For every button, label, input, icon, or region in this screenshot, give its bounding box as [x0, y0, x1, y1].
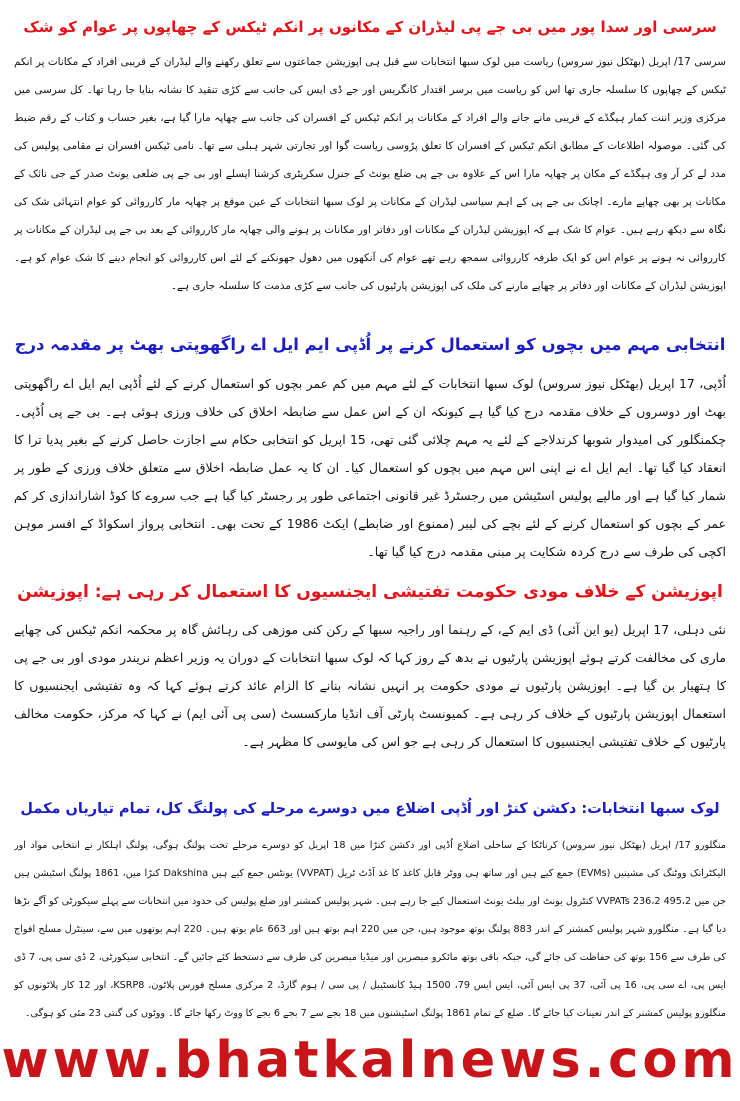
article-3-body: نئی دہلی، 17 اپریل (یو این آئی) ڈی ایم کے، کے رہنما اور راجیہ سبھا کے رکن کنی موزھی کی رہائش گاہ پر محکمہ انکم ٹیکس کی چھاپے ماری کی مخالفت کرتے ہوئے اپوزیشن پارٹیوں نے بدھ کے روز کہا کہ لوک سبھا انتخابات کے دوران یہ وزیر اعظم نریندر مودی اور بی جے پی کا ہتھیار بن گیا ہے۔ اپوزیشن پارٹیوں نے مودی حکومت پر انہیں نشانہ بنانے کا الزام عائد کرتے ہوئے کہا کہ وہ تفتیشی ایجنسیوں کا استعمال اپوزیشن پارٹیوں کے خلاف کر رہی ہے۔ کمیونسٹ پارٹی آف انڈیا مارکسسٹ (سی پی آئی ایم) نے کہا کہ مرکز، حکومت مخالف پارٹیوں کے خلاف تفتیشی ایجنسیوں کا استعمال کر رہی ہے جو اس کی مایوسی کا مظہر ہے۔: [14, 622, 726, 749]
website-footer: www.bhatkalnews.com: [1, 1031, 739, 1090]
article-3-headline: اپوزیشن کے خلاف مودی حکومت تفتیشی ایجنسیوں کا استعمال کر رہی ہے: اپوزیشن: [17, 582, 723, 602]
article-1-body: سرسی 17/ اپریل (بھٹکل نیوز سروس) ریاست میں لوک سبھا انتخابات سے قبل ہی اپوزیشن جماعتوں سے تعلق رکھنے والے لیڈران کے قریبی افراد کے مکانات پر انکم ٹیکس کے چھاپوں کا سلسلہ جاری تھا اس کو ریاست میں برسر اقتدار کانگریس اور جے ڈی ایس کی جانب سے کڑی تنقید کا نشانہ بنایا جا رہا تھا۔ کل سرسی میں مرکزی وزیر اننت کمار ہیگڈے کے قریبی مانے جانے والے افراد کے مکانات پر انکم ٹیکس کے افسران کی جانب سے چھاپہ مارا گیا ہے، بغیر حساب و کتاب کے رقم ضبط کی گئی۔ موصولہ اطلاعات کے مطابق انکم ٹیکس کے افسران کا تعلق پڑوسی ریاست گوا اور تجارتی شہر ہبلی سے تھا۔ نامی ٹیکس افسران نے مقامی پولیس کی مدد لے کر آر وی ہیگڈے کے مکان پر چھاپہ مارا اس کے علاوہ بی جے پی ضلع یونٹ کے جنرل سکریٹری کرشنا ایسلے اور بی جے پی ضلعی یونٹ صدر کے جی نائک کے مکانات پر بھی چھاپے مارے۔ اچانک بی جے پی کے اہم سیاسی لیڈران کے مکانات پر لوک سبھا انتخابات کے عین موقع پر چھاپہ مار کارروائی کو عوام انتہائی شک کی نگاہ سے دیکھ رہے ہیں۔ عوام کا شک ہے کہ اپوزیشن لیڈران کے مکانات اور دفاتر اور مکانات پر ہونے والی چھاپہ مار کارروائی کے بعد بی جے پی لیڈران کے مکانات پر کارروائی نہ ہونے پر عوام اس کو ایک طرفہ کارروائی سمجھ رہے تھے عوام کی آنکھوں میں دھول جھونکنے کے لئے اس کارروائی کو انجام دینے کا شک عوام کو ہے۔ اپوزیشن لیڈران کے مکانات اور دفاتر پر چھاپے مارنے کی ملک کی اپوزیشن پارٹیوں کی جانب سے کڑی مذمت کا سلسلہ جاری ہے۔: [14, 56, 726, 292]
article-1-headline: سرسی اور سدا پور میں بی جے پی لیڈران کے مکانوں پر انکم ٹیکس کے چھاپوں پر عوام کو شک: [23, 18, 717, 36]
article-2-headline: انتخابی مہم میں بچوں کو استعمال کرنے پر اُڈپی ایم ایل اے راگھوپتی بھٹ پر مقدمہ درج: [14, 335, 726, 354]
article-4-body: منگلورو 17/ اپریل (بھٹکل نیوز سروس) کرناٹکا کے ساحلی اضلاع اُڈپی اور دکشن کنڑا میں 18 اپریل کو دوسرے مرحلے تحت پولنگ ہوگی، پولنگ اہلکار نے انتخابی مواد اور الیکٹرانک ووٹنگ کی مشینیں (EVMs) جمع کیے ہیں اور ساتھ ہی ووٹر قابل کاغذ کا غذ آڈٹ ٹریل (VVPAT) یونٹس جمع کیے ہیں Dakshina کنڑا میں، 1861 پولنگ اسٹیشن ہیں جن میں 495،2 VVPATs 236،2 کنٹرول یونٹ اور بیلٹ یونٹ استعمال کیے جا رہے ہیں۔ شہر پولیس کمشنر اور ضلع پولیس کی حدود میں انتخابات سے پہلے سیکورٹی کو آگے بڑھا دیا گیا ہے۔ منگلورو شہر پولیس کمشنر کے اندر 883 پولنگ بوتھ موجود ہیں، جن میں 220 اہم بوتھ ہیں اور 663 عام بوتھ ہیں۔ 220 اہم بوتھوں میں سے، سینٹرل مسلح افواج کی طرف سے 156 بوتھ کی حفاظت کی جائے گی، جبکہ باقی بوتھ مائکرو مبصرین اور میڈیا مبصرین کی طرف سے دستخط کئے جائیں گے۔ انتخابی سیکورٹی، 2 ڈی سی پی، 7 ڈی ایس پی، اے سی پی، 16 پی آئی، 37 پی ایس آئی، ایس ایس 79، 1500 ہیڈ کانسٹیبل / پی سی / ہوم گارڈ، 2 مرکزی مسلح فورس پلاٹون، KSRP8، اور 12 کار پلاٹونوں کو منگلورو پولیس کمشنر کے اندر تعینات کیا جائے گا۔ ضلع کے تمام 1861 پولنگ اسٹیشنوں میں 18 بجے سے 7 بجے 6 بجے کا ووٹ رکھا جائے گا۔ ووٹوں کی گنتی 23 مئی کو ہوگی۔: [14, 840, 726, 1019]
article-4-headline: لوک سبھا انتخابات: دکشن کنڑ اور اُڈپی اضلاع میں دوسرے مرحلے کی پولنگ کل، تمام تیاریاں مکمل: [20, 801, 720, 817]
article-2-body: اُڈپی، 17 اپریل (بھٹکل نیوز سروس) لوک سبھا انتخابات کے لئے مہم میں کم عمر بچوں کو استعمال کرنے کے لئے اُڈپی ایم ایل اے راگھوپتی بھٹ اور دوسروں کے خلاف مقدمہ درج کیا گیا ہے کیونکہ ان کے اس عمل سے ضابطہ اخلاق کی خلاف ورزی ہوئی ہے۔ بی جے پی اُڈپی۔ چکمنگلور کی امیدوار شوبھا کرندلاجے کے لئے یہ مہم چلائی گئی تھی، 15 اپریل کو انتخابی حکام سے اجازت حاصل کرنے کے بغیر پدیا ترا کا انعقاد کیا گیا تھا۔ ایم ایل اے نے اپنی اس مہم میں بچوں کو استعمال کیا۔ ان کا یہ عمل ضابطہ اخلاق سے متعلق خلاف ورزی کے طور پر شمار کیا گیا ہے اور مالپے پولیس اسٹیشن میں رجسٹرڈ غیر قانونی اجتماعی طور پر رجسٹر کیا گیا ہے جب سروے کا کوڈ اشاراندازی کر کم عمر کے بچوں کو استعمال کرنے کے لئے بچے کی لیبر (ممنوع اور ضابطے) ایکٹ 1986 کے تحت بھی۔ انتخابی پرواز اسکواڈ کے افسر موہن اکچی کی طرف سے درج کردہ شکایت پر مبنی مقدمہ درج کیا گیا تھا۔: [14, 376, 726, 559]
